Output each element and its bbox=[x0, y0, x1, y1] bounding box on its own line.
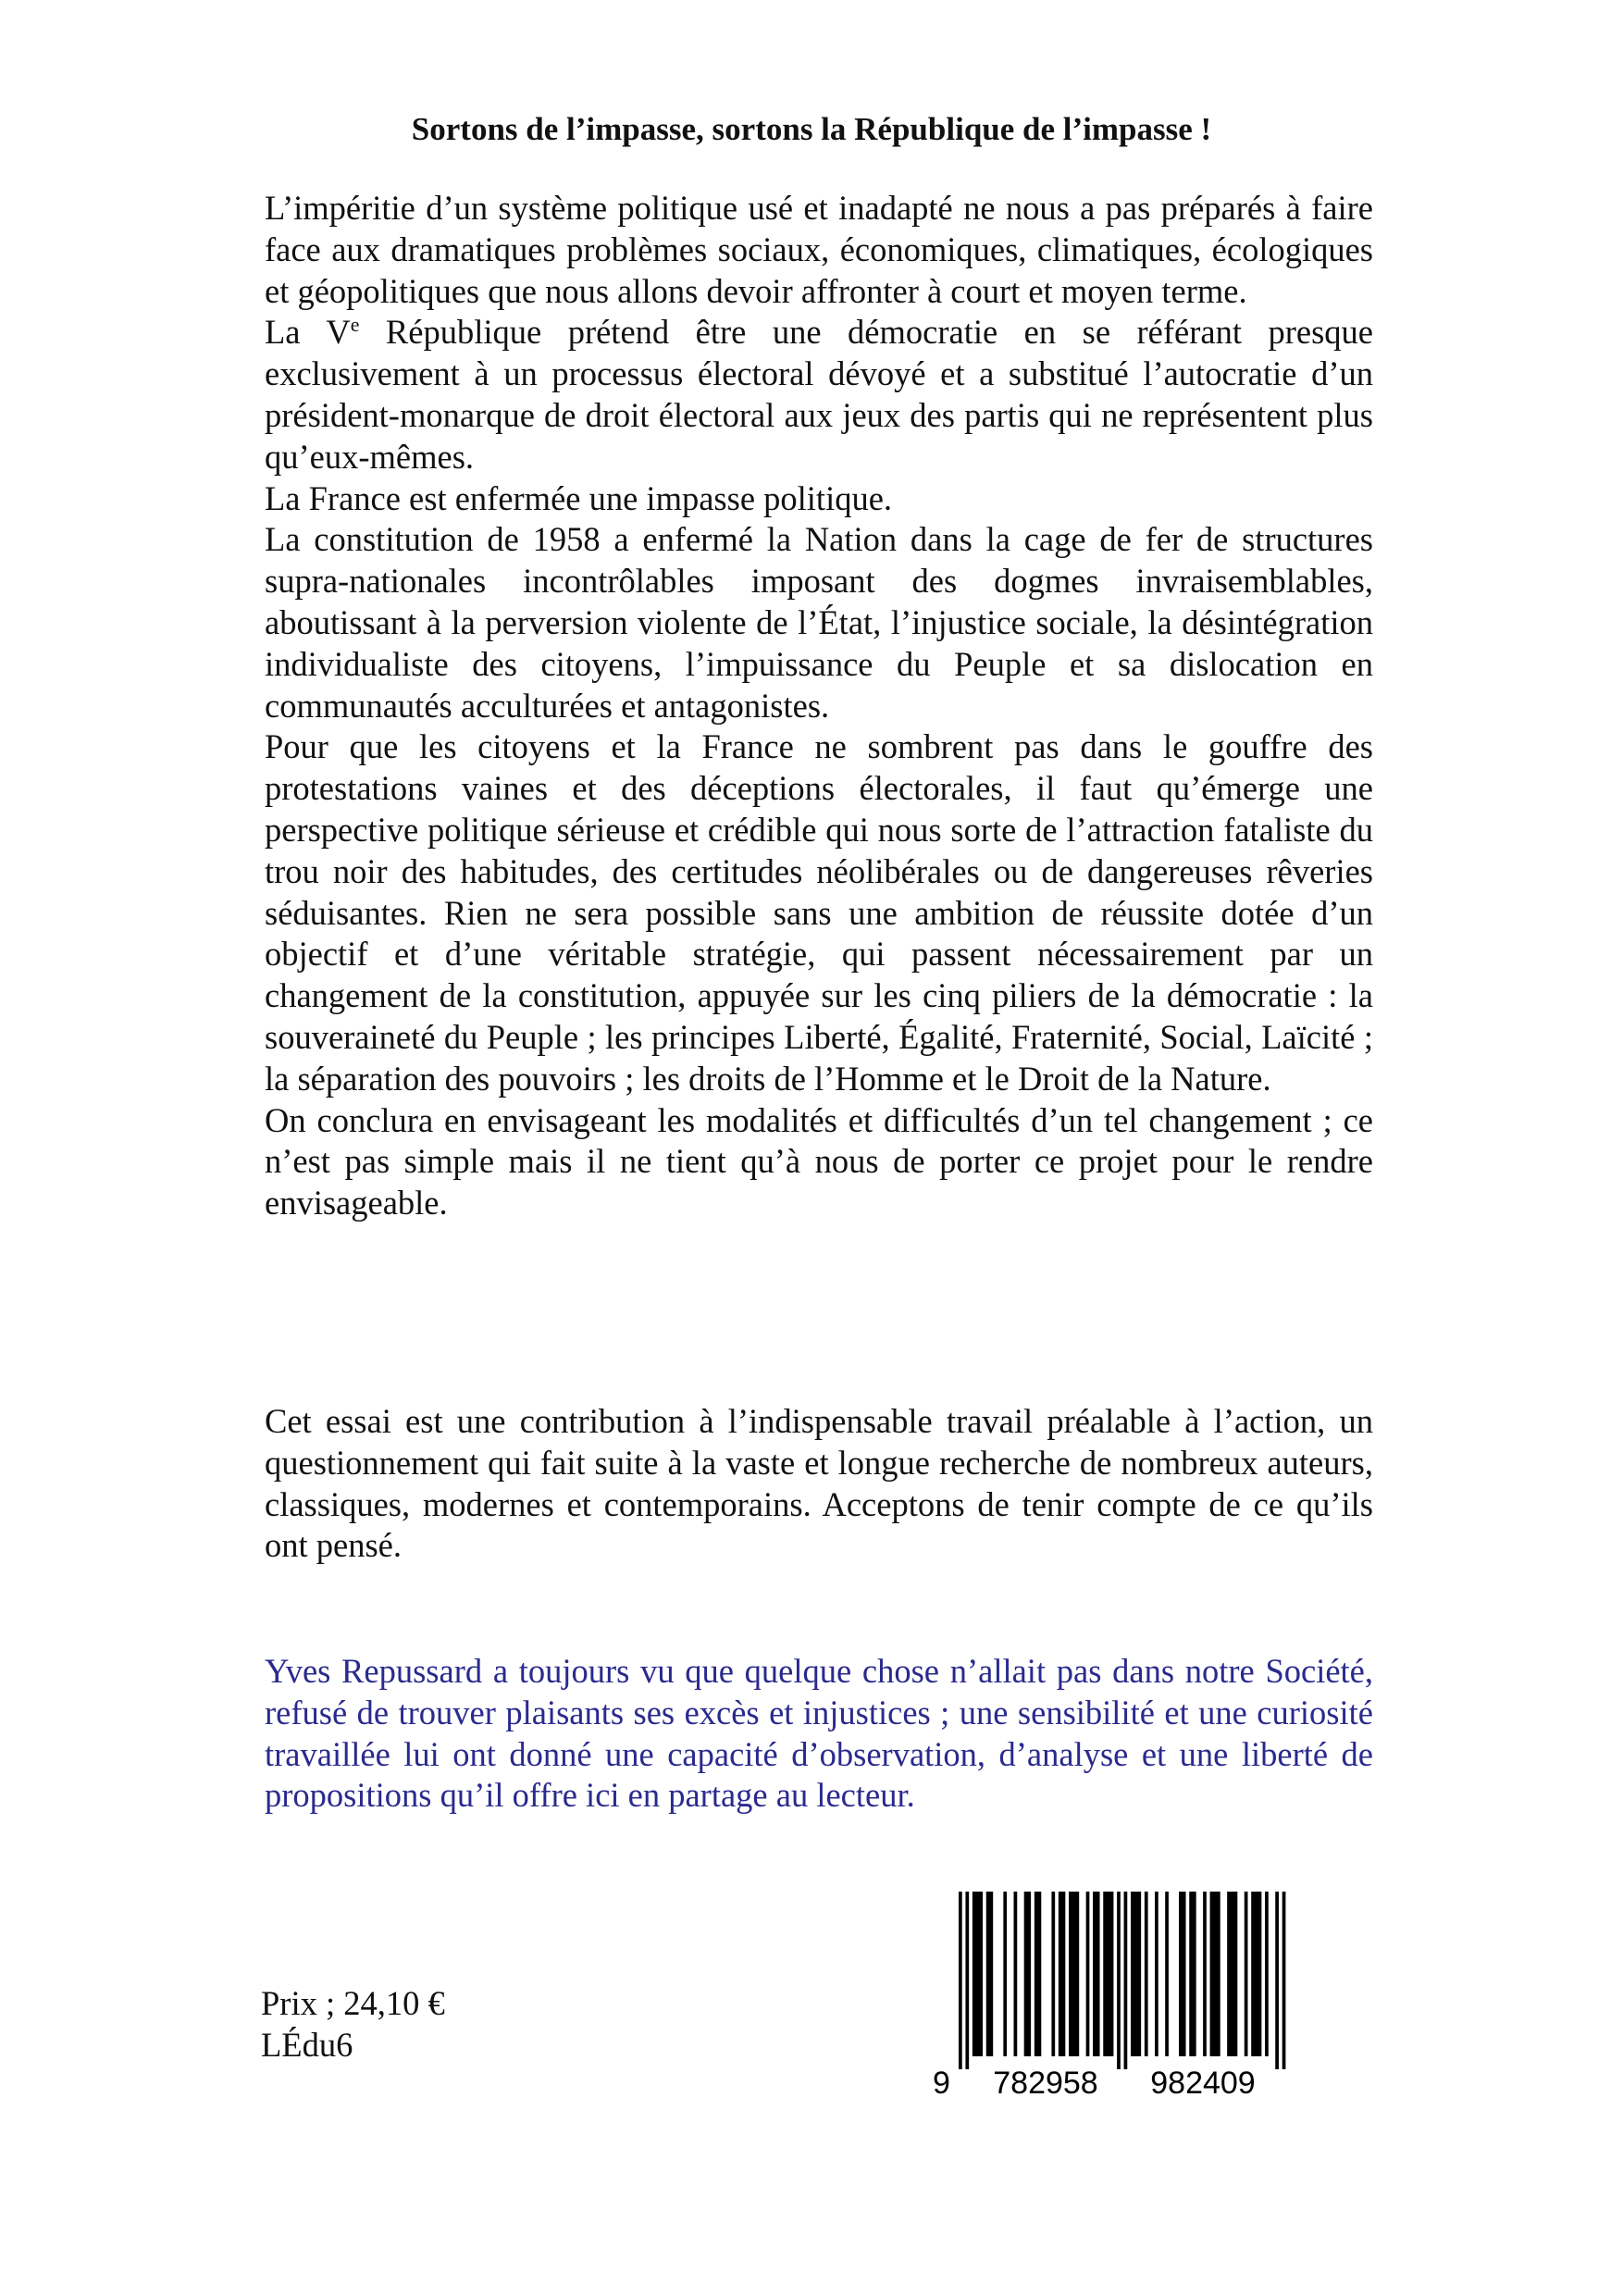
summary-paragraph: La France est enfermée une impasse politique. bbox=[265, 478, 893, 517]
barcode-bar bbox=[1003, 1892, 1007, 2056]
barcode-bar bbox=[1086, 1892, 1090, 2056]
barcode-bar bbox=[1179, 1892, 1185, 2056]
summary-text-fragment: La V bbox=[265, 313, 351, 352]
author-bio bbox=[265, 1651, 1373, 1817]
barcode-bar bbox=[1035, 1892, 1041, 2056]
barcode-bar bbox=[1265, 1892, 1269, 2056]
barcode-bar bbox=[1251, 1892, 1261, 2056]
summary-text-fragment: République prétend être une démocratie en se référant presque exclusivement à un processus électoral dévoyé et a substitué l’autocratie d’un président-monarque de droit électoral aux jeux des partis qui ne représentent plus qu’eux-mêmes. bbox=[265, 313, 1373, 476]
essay-paragraph: Cet essai est une contribution à l’indispensable travail préalable à l’action, un questionnement qui fait suite à la vaste et longue recherche de nombreux auteurs, classiques, modernes et contemporains. Acceptons de tenir compte de ce qu’ils ont pensé. bbox=[265, 1402, 1373, 1565]
barcode-bars bbox=[959, 1892, 1285, 2069]
barcode-bar bbox=[1227, 1892, 1237, 2056]
summary-paragraph: L’impéritie d’un système politique usé et inadapté ne nous a pas préparés à faire face aux dramatiques problèmes sociaux, économiques, climatiques, écologiques et géopolitiques que nous allons devoir affronter à court et moyen terme. bbox=[265, 189, 1373, 310]
barcode-guard-bar bbox=[1282, 1892, 1286, 2069]
barcode-bar bbox=[973, 1892, 983, 2056]
barcode-guard-bar bbox=[1275, 1892, 1279, 2069]
barcode-bar bbox=[1203, 1892, 1207, 2056]
price-block bbox=[261, 1982, 445, 2066]
summary-paragraph: Pour que les citoyens et la France ne sombrent pas dans le gouffre des protestations vaines et des déceptions électorales, il faut qu’émerge une perspective politique sérieuse et crédible qui nous sorte de l’attraction fataliste du trou noir des habitudes, des certitudes néolibérales ou de dangereuses rêveries séduisantes. Rien ne sera possible sans une ambition de réussite dotée d’un objectif et d’une véritable stratégie, qui passent nécessairement par un changement de la constitution, appuyée sur les cinq piliers de la démocratie : la souveraineté du Peuple ; les principes Liberté, Égalité, Fraternité, Social, Laïcité ; la séparation des pouvoirs ; les droits de l’Homme et le Droit de la Nature. bbox=[265, 727, 1373, 1098]
barcode-bar bbox=[1093, 1892, 1099, 2056]
essay-statement bbox=[265, 1401, 1373, 1567]
barcode-bar bbox=[1155, 1892, 1158, 2056]
barcode-bar bbox=[1051, 1892, 1055, 2056]
barcode-guard-bar bbox=[1117, 1892, 1121, 2069]
barcode-guard-bar bbox=[965, 1892, 969, 2069]
barcode-bar bbox=[1024, 1892, 1031, 2056]
barcode-bar bbox=[1245, 1892, 1248, 2056]
barcode-digit-first: 9 bbox=[933, 2066, 950, 2101]
barcode-bar bbox=[1131, 1892, 1141, 2056]
barcode-bar bbox=[1145, 1892, 1148, 2056]
isbn-barcode bbox=[925, 1888, 1323, 2101]
summary-text bbox=[265, 188, 1373, 1224]
publisher-label: LÉdu6 bbox=[261, 2026, 353, 2064]
barcode-group-left: 782958 bbox=[993, 2066, 1098, 2101]
barcode-bar bbox=[1069, 1892, 1079, 2056]
barcode-bar bbox=[986, 1892, 993, 2056]
summary-paragraph: La constitution de 1958 a enfermé la Nation dans la cage de fer de structures supra-nationales incontrôlables imposant des dogmes invraisemblables, aboutissant à la perversion violente de l’État, l’injustice sociale, la désintégration individualiste des citoyens, l’impuissance du Peuple et sa dislocation en communautés acculturées et antagonistes. bbox=[265, 520, 1373, 725]
barcode-bar bbox=[1210, 1892, 1220, 2056]
barcode-guard-bar bbox=[1124, 1892, 1128, 2069]
author-bio-paragraph: Yves Repussard a toujours vu que quelque chose n’allait pas dans notre Société, refusé de trouver plaisants ses excès et injustices ; une sensibilité et une curiosité travaillée lui ont donné une capacité d’observation, d’analyse et une liberté de propositions qu’il offre ici en partage au lecteur. bbox=[265, 1652, 1373, 1815]
superscript-e: e bbox=[350, 313, 360, 337]
barcode-bar bbox=[1014, 1892, 1018, 2056]
price-label: Prix ; 24,10 € bbox=[261, 1984, 445, 2022]
barcode-bar bbox=[1059, 1892, 1065, 2056]
back-cover-title: Sortons de l’impasse, sortons la République de l’impasse ! bbox=[411, 111, 1212, 147]
barcode-group-right: 982409 bbox=[1150, 2066, 1256, 2101]
summary-paragraph: On conclura en envisageant les modalités et difficultés d’un tel changement ; ce n’est pas simple mais il ne tient qu’à nous de porter ce projet pour le rendre envisageable. bbox=[265, 1100, 1373, 1222]
barcode-bar bbox=[1103, 1892, 1113, 2056]
barcode-guard-bar bbox=[959, 1892, 962, 2069]
summary-paragraph bbox=[265, 312, 1373, 478]
barcode-bar bbox=[1189, 1892, 1196, 2056]
barcode-bar bbox=[1165, 1892, 1169, 2056]
